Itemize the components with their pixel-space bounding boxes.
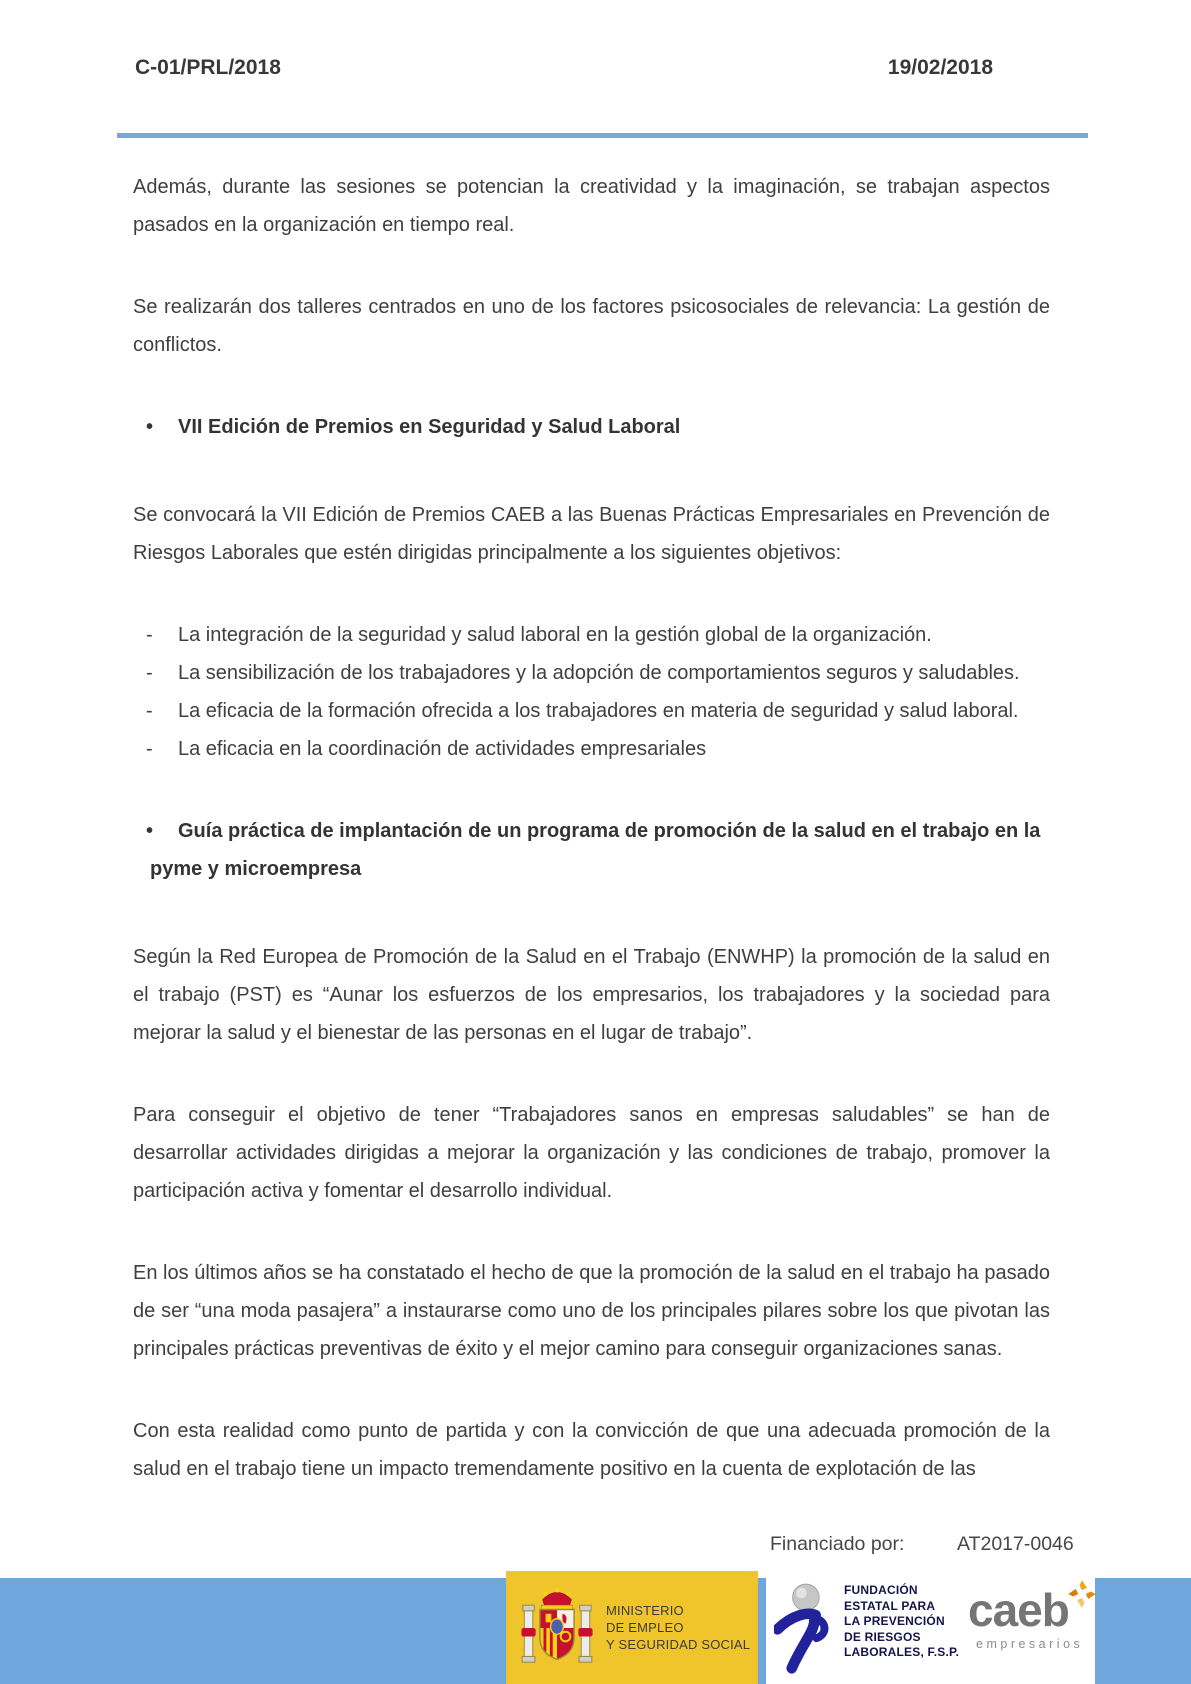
bullet-icon: • [146,820,154,842]
caeb-logo [968,1585,1093,1651]
section-heading-guia-label: Guía práctica de implantación de un programa de promoción de la salud en el trabajo en la pyme y microempresa [150,820,1041,880]
ministerio-line-3: Y SEGURIDAD SOCIAL [606,1637,751,1652]
dash-icon: - [146,624,153,646]
list-item-text: La integración de la seguridad y salud laboral en la gestión global de la organización. [178,624,932,646]
paragraph-ademas: Además, durante las sesiones se potencian la creatividad y la imaginación, se trabajan aspectos pasados en la organización en tiempo real. [133,176,1050,236]
list-item [133,616,1050,654]
paragraph-ultimos-anos: En los últimos años se ha constatado el hecho de que la promoción de la salud en el trabajo ha pasado de ser “una moda pasajera” a instaurarse como uno de los principales pilares sobre los que pivotan las principales prácticas preventivas de éxito y el mejor camino para conseguir organizaciones sanas. [133,1262,1050,1360]
paragraph-enwhp: Según la Red Europea de Promoción de la Salud en el Trabajo (ENWHP) la promoción de la salud en el trabajo (PST) es “Aunar los esfuerzos de los empresarios, los trabajadores y la sociedad para mejorar la salud y el bienestar de las personas en el lugar de trabajo”. [133,946,1050,1044]
funded-by-label: Financiado por: [770,1533,905,1555]
objectives-list [133,616,1050,768]
ministerio-logo [506,1571,758,1684]
caeb-tagline: empresarios [976,1637,1084,1651]
list-item-text: La sensibilización de los trabajadores y la adopción de comportamientos seguros y saludables. [178,662,1020,684]
list-item [133,730,1050,768]
list-item [133,654,1050,692]
document-body [133,168,1050,1532]
funding-code: AT2017-0046 [957,1533,1074,1555]
list-item-text: La eficacia en la coordinación de actividades empresariales [178,738,707,760]
section-heading-guia [133,812,1050,888]
fundacion-line-2: ESTATAL PARA [844,1598,936,1613]
caeb-wordmark: caeb [968,1584,1069,1636]
section-heading-premios [133,408,1050,446]
paragraph-objetivo: Para conseguir el objetivo de tener “Trabajadores sanos en empresas saludables” se han de desarrollar actividades dirigidas a mejorar la organización y las condiciones de trabajo, promover la participación activa y fomentar el desarrollo individual. [133,1104,1050,1202]
paragraph-convocatoria: Se convocará la VII Edición de Premios CAEB a las Buenas Prácticas Empresariales en Prevención de Riesgos Laborales que estén dirigidas principalmente a los siguientes objetivos: [133,504,1050,564]
fundacion-logo-text [844,1583,966,1661]
caeb-star-icon [1067,1579,1097,1609]
spain-coat-of-arms-icon [520,1582,594,1674]
list-item [133,692,1050,730]
header-divider-rule [117,133,1088,138]
fundacion-line-1: FUNDACIÓN [844,1583,918,1597]
ministerio-logo-text [606,1602,750,1653]
section-heading-premios-label: VII Edición de Premios en Seguridad y Salud Laboral [178,416,681,438]
dash-icon: - [146,700,153,722]
ministerio-line-2: DE EMPLEO [606,1620,684,1635]
dash-icon: - [146,662,153,684]
dash-icon: - [146,738,153,760]
fundacion-line-3: LA PREVENCIÓN [844,1614,945,1628]
fundacion-line-5: LABORALES, F.S.P. [844,1645,960,1659]
ministerio-line-1: MINISTERIO [606,1603,684,1618]
list-item-text: La eficacia de la formación ofrecida a los trabajadores en materia de seguridad y salud laboral. [178,700,1019,722]
document-header [135,56,993,80]
paragraph-talleres: Se realizarán dos talleres centrados en uno de los factores psicosociales de relevancia: La gestión de conflictos. [133,296,1050,356]
doc-date: 19/02/2018 [887,56,993,79]
bullet-icon: • [146,416,154,438]
fundacion-runner-icon [774,1579,836,1676]
fundacion-caeb-logo-box [766,1571,1095,1684]
doc-code: C-01/PRL/2018 [135,56,281,79]
paragraph-realidad: Con esta realidad como punto de partida y con la convicción de que una adecuada promoción de la salud en el trabajo tiene un impacto tremendamente positivo en la cuenta de explotación de las [133,1420,1050,1480]
fundacion-line-4: DE RIESGOS [844,1629,921,1644]
